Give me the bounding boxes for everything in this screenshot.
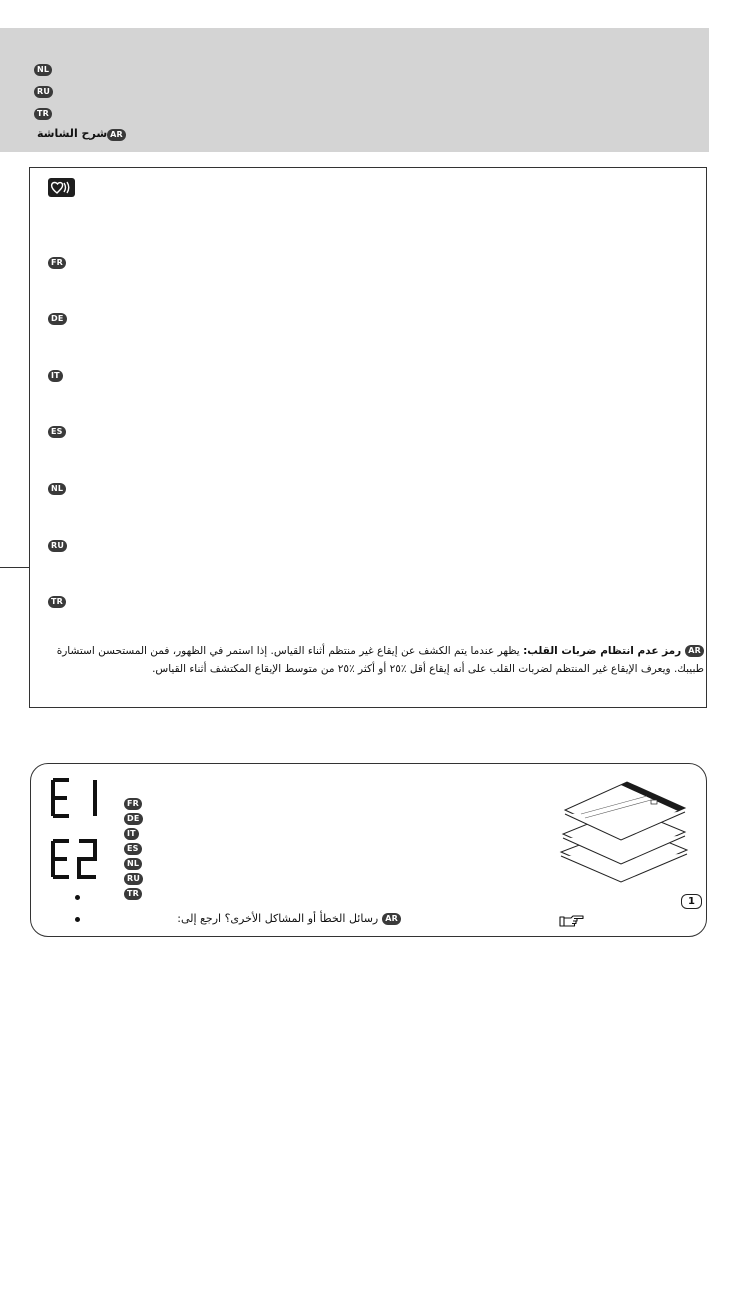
ar-error-reference bbox=[121, 912, 401, 925]
lang-badge-ru: RU bbox=[48, 540, 67, 552]
ar-error-reference-text: رسائل الخطأ أو المشاكل الأخرى؟ ارجع إلى: bbox=[177, 912, 379, 925]
error-code-e1 bbox=[49, 778, 109, 818]
margin-rule bbox=[0, 567, 29, 568]
lang-badge-ar: AR bbox=[685, 645, 704, 657]
lang-badge-ru: RU bbox=[34, 86, 53, 98]
lang-badge-it: IT bbox=[124, 828, 139, 840]
bullet-dot bbox=[75, 917, 80, 922]
ar-paragraph-title: رمز عدم انتظام ضربات القلب: bbox=[523, 645, 682, 657]
error-code-e2 bbox=[49, 839, 109, 879]
error-code-e1-label: E1 bbox=[49, 778, 51, 779]
bullet-dot bbox=[75, 895, 80, 900]
display-explanation-header bbox=[0, 28, 709, 152]
step-number-badge: 1 bbox=[681, 894, 702, 909]
lang-badge-es: ES bbox=[124, 843, 142, 855]
lang-badge-tr: TR bbox=[48, 596, 66, 608]
ar-heading-text: شرح الشاشة bbox=[37, 127, 108, 140]
instruction-manual-icon bbox=[551, 774, 691, 886]
lang-badge-de: DE bbox=[124, 813, 143, 825]
irregular-heartbeat-section bbox=[29, 167, 707, 708]
lang-badge-ru: RU bbox=[124, 873, 143, 885]
ar-paragraph-body: يظهر عندما يتم الكشف عن إيقاع غير منتظم أثناء القياس. إذا استمر في الظهور، فمن المستحسن استشارة طبيبك. ويعرف الإيقاع غير المنتظم لضربات القلب على أنه إيقاع أقل ٪٢٥ أو أكثر ٪٢٥ من متوسط الإيقاع المكتشف أثناء القياس. bbox=[56, 645, 704, 675]
error-code-e2-label: E2 bbox=[49, 839, 51, 840]
lang-badge-fr: FR bbox=[48, 257, 66, 269]
pointing-hand-icon bbox=[559, 914, 585, 928]
lang-badge-it: IT bbox=[48, 370, 63, 382]
lang-badge-de: DE bbox=[48, 313, 67, 325]
ar-heading bbox=[34, 127, 126, 141]
lang-badge-ar: AR bbox=[107, 129, 126, 141]
lang-badge-nl: NL bbox=[124, 858, 142, 870]
ar-irregular-heartbeat-paragraph bbox=[46, 642, 704, 678]
lang-badge-nl: NL bbox=[48, 483, 66, 495]
lang-badge-fr: FR bbox=[124, 798, 142, 810]
lang-badge-nl: NL bbox=[34, 64, 52, 76]
lang-badge-es: ES bbox=[48, 426, 66, 438]
error-messages-panel bbox=[30, 763, 707, 937]
lang-badge-tr: TR bbox=[124, 888, 142, 900]
irregular-heartbeat-icon bbox=[48, 178, 75, 197]
lang-badge-ar: AR bbox=[382, 913, 401, 925]
lang-badge-tr: TR bbox=[34, 108, 52, 120]
